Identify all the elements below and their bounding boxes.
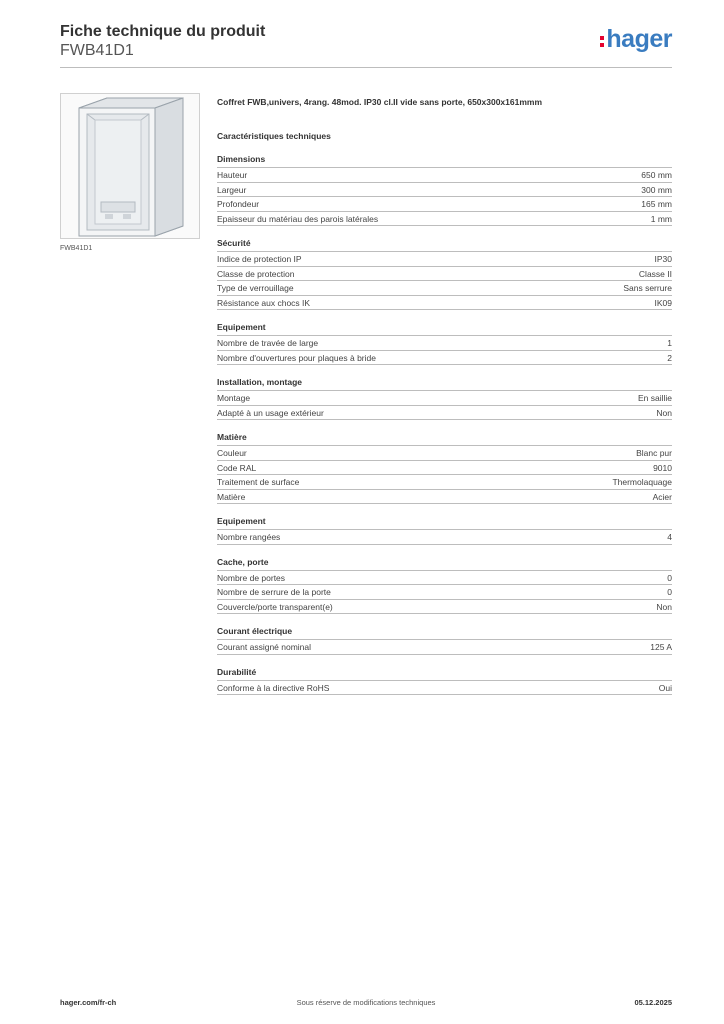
section-title: Courant électrique xyxy=(217,626,672,640)
image-caption: FWB41D1 xyxy=(60,245,93,252)
spec-section xyxy=(217,557,672,615)
spec-label: Type de verrouillage xyxy=(217,283,294,293)
page-footer xyxy=(60,998,672,1007)
spec-value: Classe II xyxy=(638,268,672,279)
spec-row xyxy=(217,183,672,198)
spec-label: Nombre de travée de large xyxy=(217,338,319,348)
spec-label: Montage xyxy=(217,393,251,403)
spec-value: 0 xyxy=(667,587,672,597)
spec-row xyxy=(217,197,672,212)
product-image xyxy=(60,93,200,239)
spec-label: Nombre de portes xyxy=(217,572,286,583)
spec-value: 300 mm xyxy=(641,184,672,195)
spec-label: Largeur xyxy=(217,184,247,195)
footer-website[interactable]: hager.com/fr-ch xyxy=(60,998,117,1007)
enclosure-illustration-icon xyxy=(61,94,199,238)
spec-row xyxy=(217,571,672,586)
spec-label: Nombre rangées xyxy=(217,532,281,542)
spec-value: Sans serrure xyxy=(623,283,672,293)
spec-section xyxy=(217,377,672,420)
spec-row xyxy=(217,681,672,696)
spec-section xyxy=(217,516,672,545)
spec-row xyxy=(217,168,672,183)
spec-label: Code RAL xyxy=(217,462,257,473)
spec-row xyxy=(217,461,672,476)
spec-label: Nombre de serrure de la porte xyxy=(217,587,331,597)
spec-value: 9010 xyxy=(653,462,672,473)
spec-label: Nombre d'ouvertures pour plaques à bride xyxy=(217,352,376,363)
product-reference: FWB41D1 xyxy=(60,42,134,59)
spec-row xyxy=(217,296,672,311)
spec-value: 125 A xyxy=(650,642,672,652)
brand-name: hager xyxy=(606,25,672,53)
spec-label: Indice de protection IP xyxy=(217,254,302,264)
spec-heading: Caractéristiques techniques xyxy=(217,131,331,141)
spec-label: Conforme à la directive RoHS xyxy=(217,682,330,693)
spec-label: Adapté à un usage extérieur xyxy=(217,407,324,418)
spec-row xyxy=(217,252,672,267)
spec-section xyxy=(217,238,672,310)
section-title: Cache, porte xyxy=(217,557,672,571)
spec-value: IK09 xyxy=(654,297,672,308)
section-title: Sécurité xyxy=(217,238,672,252)
section-title: Equipement xyxy=(217,516,672,530)
spec-sections xyxy=(217,154,672,695)
spec-label: Classe de protection xyxy=(217,268,295,279)
spec-label: Couvercle/porte transparent(e) xyxy=(217,601,333,612)
spec-label: Epaisseur du matériau des parois latérales xyxy=(217,213,379,224)
section-title: Equipement xyxy=(217,322,672,336)
page-title: Fiche technique du produit xyxy=(60,23,266,40)
spec-value: 4 xyxy=(667,532,672,542)
section-title: Matière xyxy=(217,432,672,446)
spec-row xyxy=(217,640,672,655)
spec-row xyxy=(217,351,672,366)
spec-value: 0 xyxy=(667,572,672,583)
spec-row xyxy=(217,600,672,615)
spec-row xyxy=(217,490,672,505)
spec-value: 650 mm xyxy=(641,170,672,180)
spec-row xyxy=(217,281,672,296)
spec-value: 2 xyxy=(667,352,672,363)
spec-value: Thermolaquage xyxy=(612,477,672,487)
spec-section xyxy=(217,667,672,696)
spec-label: Couleur xyxy=(217,448,247,458)
spec-value: 165 mm xyxy=(641,199,672,209)
spec-section xyxy=(217,322,672,365)
spec-value: IP30 xyxy=(654,254,672,264)
spec-row xyxy=(217,336,672,351)
spec-content xyxy=(217,96,672,695)
spec-row xyxy=(217,391,672,406)
footer-note: Sous réserve de modifications techniques xyxy=(296,998,436,1007)
spec-value: Acier xyxy=(652,491,672,502)
spec-label: Traitement de surface xyxy=(217,477,300,487)
spec-row xyxy=(217,406,672,421)
spec-label: Résistance aux chocs IK xyxy=(217,297,311,308)
spec-row xyxy=(217,585,672,600)
header-divider xyxy=(60,67,672,68)
spec-section xyxy=(217,154,672,226)
product-description: Coffret FWB,univers, 4rang. 48mod. IP30 cl.II vide sans porte, 650x300x161mmm xyxy=(217,97,543,107)
spec-value: Non xyxy=(656,407,672,418)
spec-value: 1 mm xyxy=(650,213,672,224)
section-title: Durabilité xyxy=(217,667,672,681)
spec-value: En saillie xyxy=(637,393,672,403)
section-title: Installation, montage xyxy=(217,377,672,391)
section-title: Dimensions xyxy=(217,154,672,168)
spec-row xyxy=(217,212,672,227)
spec-value: Blanc pur xyxy=(636,448,672,458)
spec-value: 1 xyxy=(667,338,672,348)
spec-label: Courant assigné nominal xyxy=(217,642,312,652)
page-header xyxy=(60,22,265,60)
hager-logo xyxy=(600,26,672,52)
spec-value: Oui xyxy=(658,682,672,693)
spec-row xyxy=(217,530,672,545)
logo-dots-icon xyxy=(600,36,604,47)
spec-section xyxy=(217,432,672,504)
spec-label: Hauteur xyxy=(217,170,248,180)
spec-value: Non xyxy=(656,601,672,612)
spec-label: Profondeur xyxy=(217,199,260,209)
spec-row xyxy=(217,446,672,461)
spec-row xyxy=(217,475,672,490)
footer-date: 05.12.2025 xyxy=(634,998,672,1007)
spec-label: Matière xyxy=(217,491,246,502)
spec-section xyxy=(217,626,672,655)
spec-row xyxy=(217,267,672,282)
